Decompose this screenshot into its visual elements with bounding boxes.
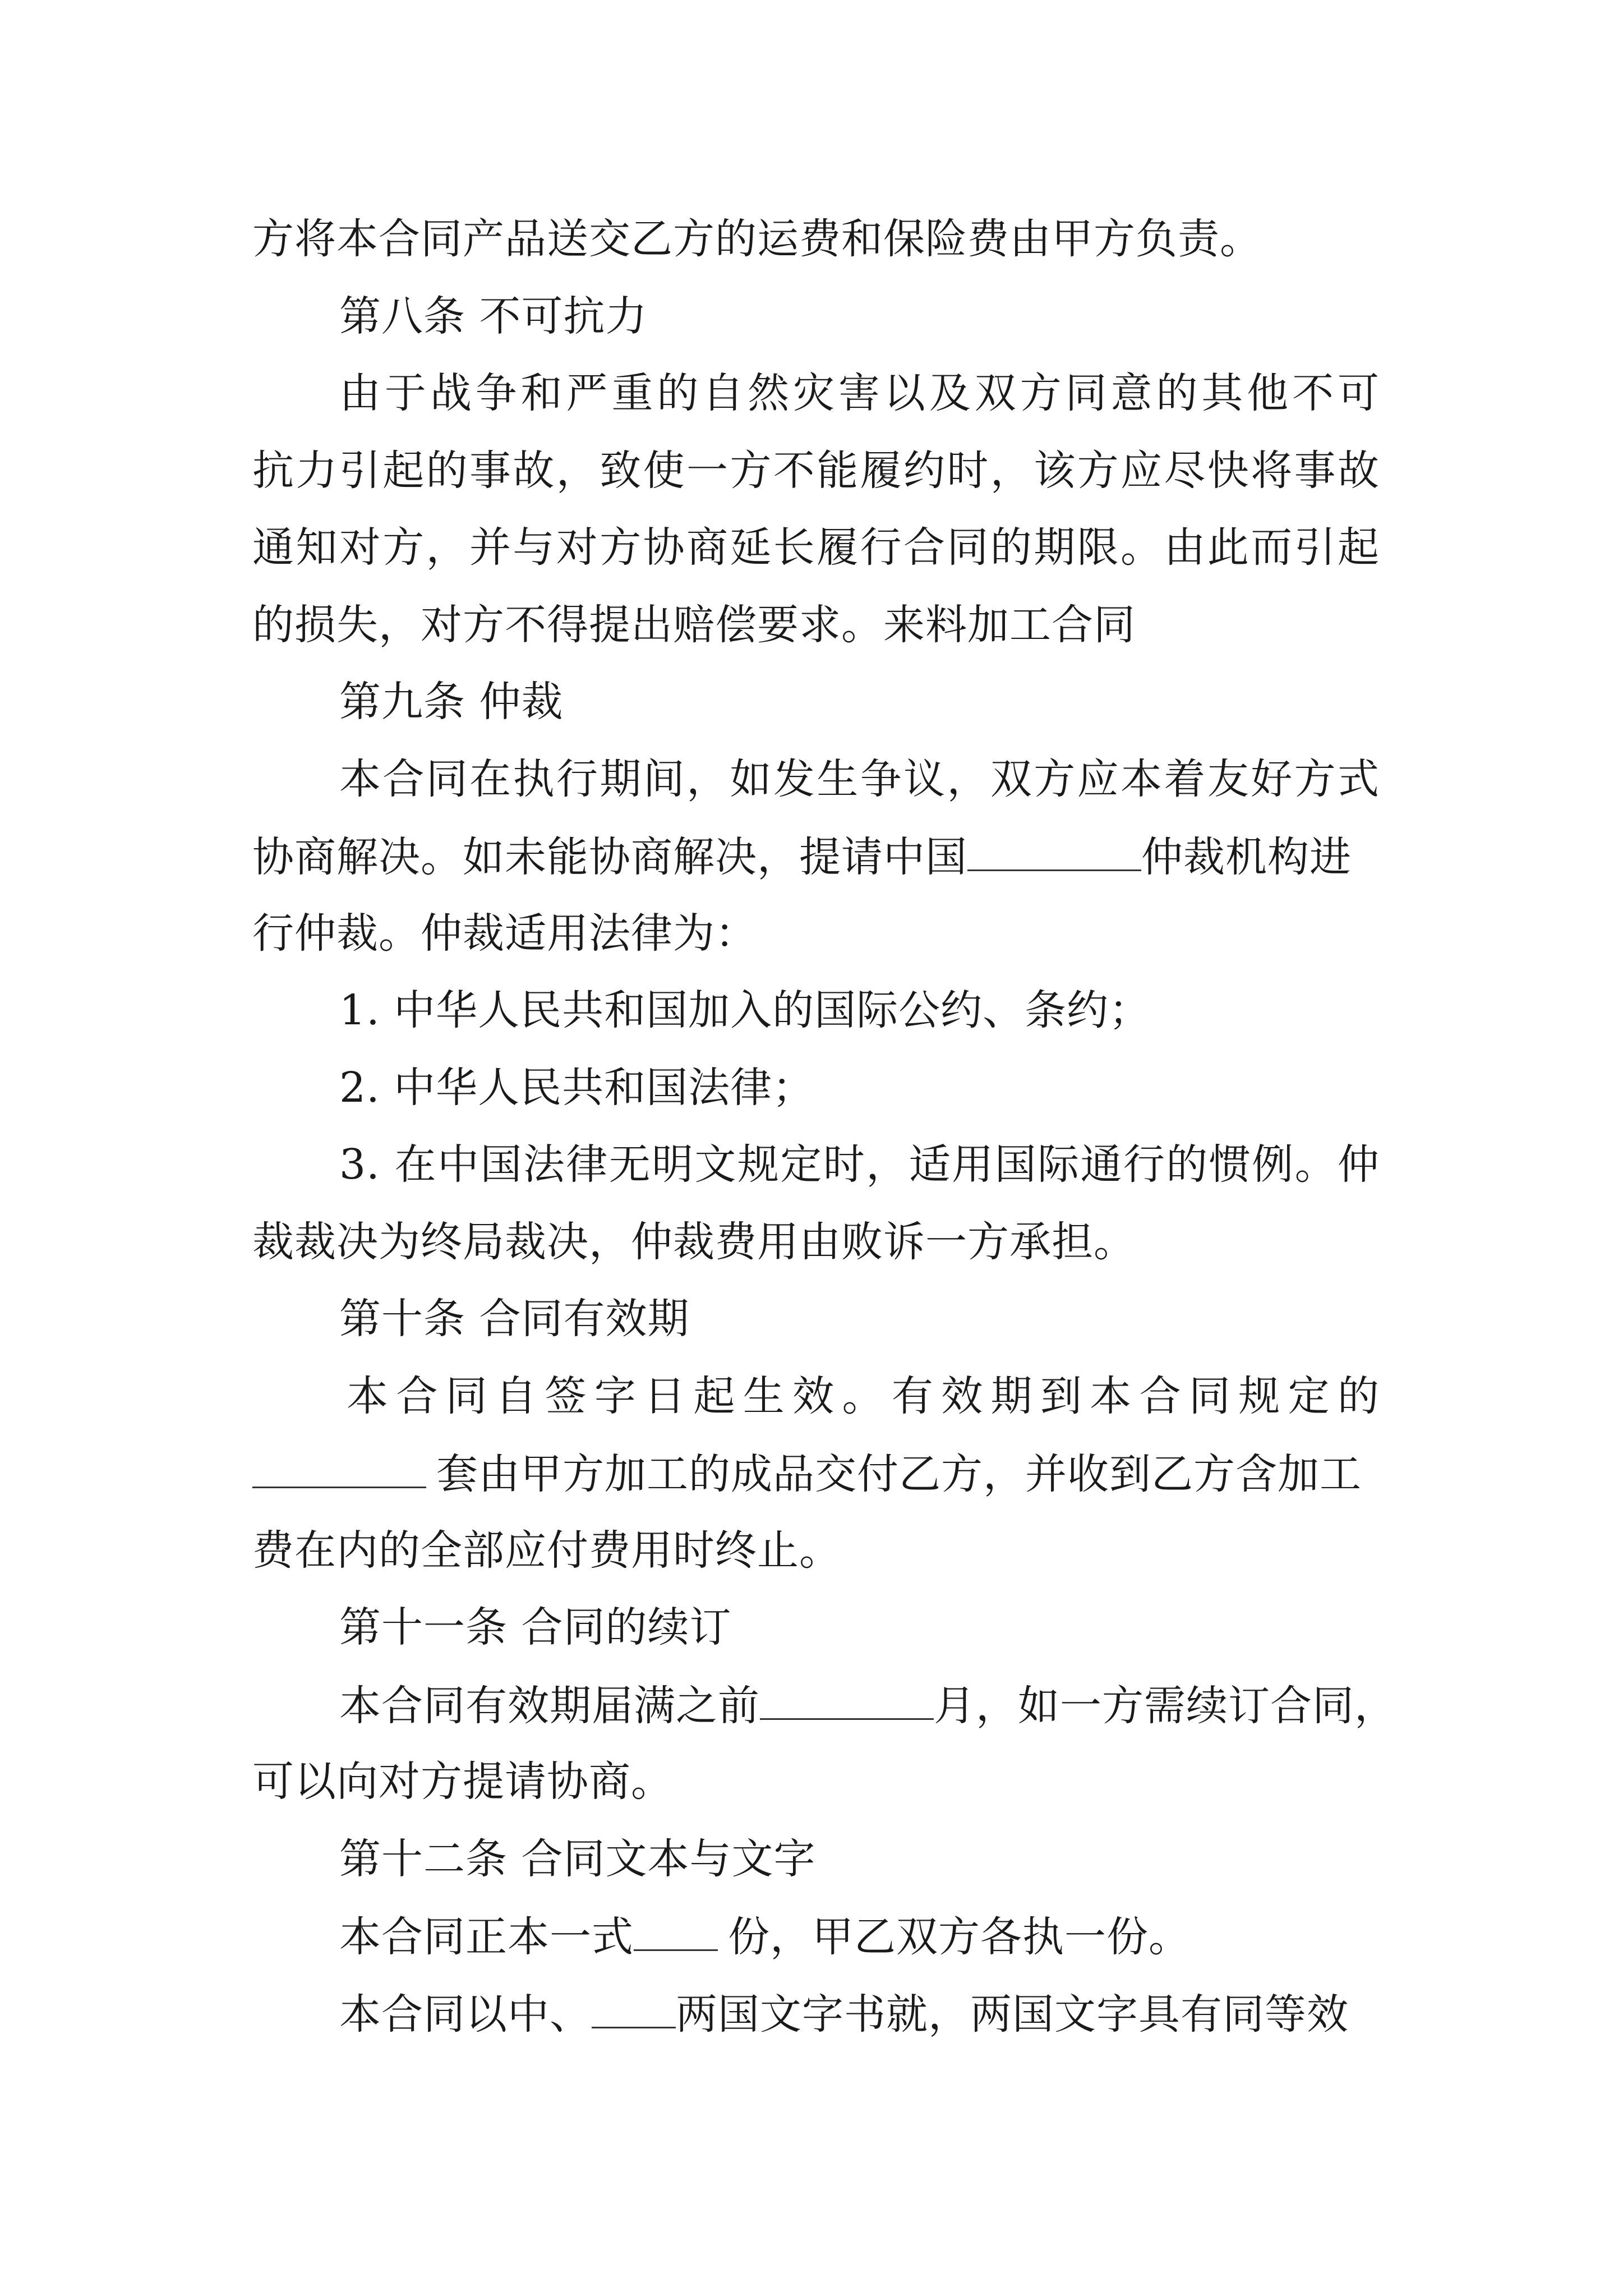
fill-in-blank bbox=[634, 1910, 718, 1951]
fill-in-blank bbox=[252, 1447, 426, 1488]
text-segment: 本合同以中、 bbox=[339, 1990, 592, 2039]
text-line: 行仲裁。仲裁适用法律为： bbox=[252, 909, 757, 958]
text-line: 方将本合同产品送交乙方的运费和保险费由甲方负责。 bbox=[252, 215, 1262, 263]
list-item: 2. 中华人民共和国法律； bbox=[339, 1064, 815, 1112]
text-line: 抗力引起的事故，致使一方不能履约时，该方应尽快将事故 bbox=[252, 447, 1380, 495]
text-line: 由于战争和严重的自然灾害以及双方同意的其他不可 bbox=[339, 369, 1380, 417]
list-item: 1. 中华人民共和国加入的国际公约、条约； bbox=[339, 986, 1151, 1034]
list-item: 3. 在中国法律无明文规定时，适用国际通行的惯例。仲 bbox=[339, 1140, 1380, 1189]
text-line: 本合同自签字日起生效。有效期到本合同规定的 bbox=[347, 1372, 1380, 1420]
text-segment: 协商解决。如未能协商解决，提请中国 bbox=[252, 833, 967, 881]
text-segment: 套由甲方加工的成品交付乙方，并收到乙方含加工 bbox=[436, 1450, 1362, 1498]
text-line: 的损失，对方不得提出赔偿要求。来料加工合同 bbox=[252, 601, 1136, 649]
text-segment: 份，甲乙双方各执一份。 bbox=[728, 1913, 1191, 1961]
text-line: 裁裁决为终局裁决，仲裁费用由败诉一方承担。 bbox=[252, 1218, 1136, 1266]
article-11-heading: 第十一条 合同的续订 bbox=[339, 1603, 732, 1651]
fill-in-blank bbox=[967, 830, 1141, 871]
text-line bbox=[339, 1987, 1349, 2039]
fill-in-blank bbox=[592, 1987, 676, 2028]
article-9-heading: 第九条 仲裁 bbox=[339, 678, 564, 726]
text-segment: 本合同正本一式 bbox=[339, 1913, 634, 1961]
text-segment: 仲裁机构进 bbox=[1141, 833, 1352, 881]
article-12-heading: 第十二条 合同文本与文字 bbox=[339, 1835, 816, 1883]
text-line: 本合同在执行期间，如发生争议，双方应本着友好方式 bbox=[339, 755, 1380, 803]
text-line: 可以向对方提请协商。 bbox=[252, 1757, 673, 1806]
fill-in-blank bbox=[760, 1679, 934, 1720]
text-segment: 月，如一方需续订合同， bbox=[934, 1682, 1396, 1730]
text-line bbox=[339, 1679, 1396, 1731]
text-line: 通知对方，并与对方协商延长履行合同的期限。由此而引起 bbox=[252, 523, 1380, 572]
article-10-heading: 第十条 合同有效期 bbox=[339, 1295, 690, 1343]
text-line bbox=[252, 1447, 1362, 1499]
text-line bbox=[252, 830, 1352, 882]
text-line bbox=[339, 1910, 1191, 1962]
text-line: 费在内的全部应付费用时终止。 bbox=[252, 1526, 841, 1575]
article-8-heading: 第八条 不可抗力 bbox=[339, 292, 648, 341]
text-segment: 本合同有效期届满之前 bbox=[339, 1682, 760, 1730]
text-segment: 两国文字书就，两国文字具有同等效 bbox=[676, 1990, 1349, 2039]
